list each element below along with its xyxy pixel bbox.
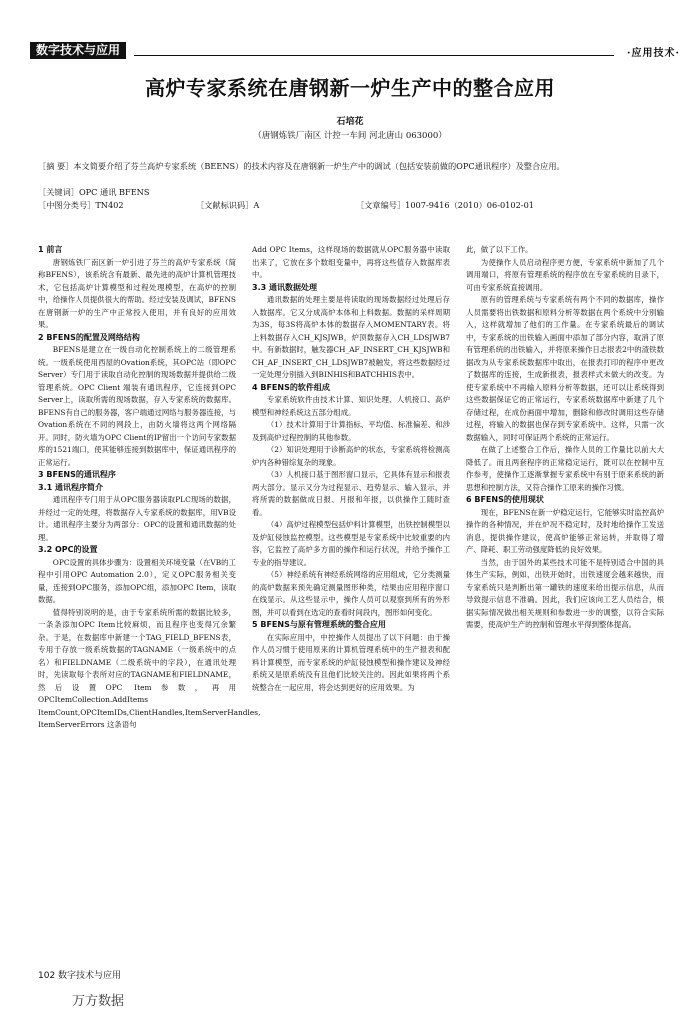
paragraph: 现在，BFENS在新一炉稳定运行，它能够实时监控高炉操作的各种情况，并在炉况不稳定时，及时地给操作工发送消息，提供操作建议，使高炉能够正常运转，并取得了增产、降耗、职工劳动强度降低的良好效果。	[466, 507, 664, 554]
paragraph: 值得特别说明的是，由于专家系统所需的数据比较多，一条条添加OPC Item比较麻烦，而且程序也变得冗余繁杂。于是，在数据库中新建一个TAG_FIELD_BFENS表，专用于存放一级系统数据的TAGNAME（一级系统中的点名）和FIELDNAME（二级系统中的字段），在通讯处理时，先读取每个表所对应的TAGNAME和FIELDNAME，然后设置OPC Item参数，再用OPCItemCollection.AddItems ItemCount,OPCItemIDs,ClientHandles,ItemServerHandles, ItemServerErrors 这条语句	[38, 607, 261, 729]
paragraph: （5）神经系统有神经系统网络的应用组成，它分类测量的高炉数据来预先确定测量图形种类，结果由应用程序窗口在线显示。从这些显示中，操作人员可以观察到所有的外形图，并可以看到在选定的查看时间段内，图形如何变化。	[252, 570, 450, 617]
paragraph: （1）技术计算用于计算指标、平均值、标准偏差、和涉及到高炉过程控制的其他参数。	[252, 420, 450, 442]
section-heading: 2 BFENS的配置及网络结构	[38, 332, 140, 342]
section-label: ·应用技术·	[627, 48, 680, 59]
section-heading: 3 BFENS的通讯程序	[38, 470, 116, 479]
article-number: ［文章编号］1007-9416（2010）06-0102-01	[356, 200, 534, 210]
section-heading: 1 前言	[38, 245, 63, 254]
abstract: ［摘 要］本文简要介绍了芬兰高炉专家系统（BEENS）的技术内容及在唐钢新一炉生产中的调试（包括安装前做的OPC通讯程序）及整合应用。	[38, 161, 565, 171]
column-1	[38, 244, 261, 914]
section-heading: 4 BFENS的软件组成	[252, 382, 330, 392]
paragraph: 专家系统软件由技术计算、知识处理、人机接口、高炉模型和神经系统这五部分组成。	[252, 395, 450, 417]
clc-number: ［中图分类号］TN402	[38, 200, 124, 210]
journal-name-badge: 数字技术与应用	[30, 42, 126, 59]
running-header	[14, 42, 680, 60]
article-title: 高炉专家系统在唐钢新一炉生产中的整合应用	[145, 76, 555, 100]
affiliation: （唐钢炼铁厂南区 计控一车间 河北唐山 063000）	[253, 131, 447, 141]
keywords: ［关键词］OPC 通讯 BFENS	[38, 187, 150, 197]
paragraph: 在实际应用中，中控操作人员提出了以下问题：由于操作人员习惯于使用原来的计算机管理系统中的生产报表和配料计算模型，而专家系统的炉缸侵蚀模型和操作建议及神经系统又是原系统没有且他们比较关注的。因此如果将两个系统整合在一起应用，将会达到更好的应用效果。为	[252, 632, 450, 692]
column-3	[466, 244, 664, 914]
section-heading: 6 BFENS的使用现状	[466, 495, 544, 504]
paragraph: Add OPC Items，这样现场的数据就从OPC服务器中读取出来了，它放在多个数组变量中，再将这些值存入数据库表中。	[252, 245, 450, 279]
paragraph: 通讯程序专门用于从OPC服务器读取PLC现场的数据，并经过一定的处理，将数据存入专家系统的数据库，用VB设计。通讯程序主要分为两部分：OPC的设置和通讯数据的处理。	[38, 495, 236, 542]
paragraph: （2）知识处理用于诊断高炉的状态，专家系统将检测高炉内各种错综复杂的现象。	[252, 445, 450, 467]
page-footer: 102 数字技术与应用	[38, 971, 122, 981]
document-code: ［文献标识码］A	[196, 200, 260, 210]
paragraph: 此，做了以下工作。	[466, 245, 533, 254]
author: 石培花	[336, 117, 364, 127]
subsection-heading: 3.3 通讯数据处理	[252, 282, 317, 292]
header-rule	[134, 55, 614, 56]
paragraph: 当然，由于国外的某些技术可能不是特别适合中国的具体生产实际，例如，出铁开始时，出铁速度会越来越快，而专家系统只是判断出第一罐铁的速度来给出提示信息，从而导致提示信息不准确。因此，我们应该向工艺人员结合，根据实际情况做出相关规则和参数进一步的调整，以符合实际需要，使高炉生产的控制和管理水平得到整体提高。	[466, 557, 664, 629]
watermark: 万方数据	[72, 994, 125, 1009]
paragraph: OPC设置的具体步骤为：设置相关环境变量（在VB的工程中引用OPC Automation 2.0），定义OPC服务相关变量，连接到OPC服务，添加OPC组，添加OPC Item，读取数据。	[38, 557, 236, 604]
subsection-heading: 3.2 OPC的设置	[38, 545, 98, 554]
paragraph: （3）人机接口基于图形窗口显示，它具体有显示和报表两大部分。显示又分为过程显示、趋势显示、输入显示，并将所需的数据做成日报、月报和年报，以供操作工随时查看。	[252, 470, 450, 517]
paragraph: BFENS是建立在一级自动化控制系统上的二级管理系统。一级系统使用西屋的Ovation系统，其OPC站（即OPC Server）专门用于读取自动化控制的现场数据并提供给二级管理系统。OPC Client 端装有通讯程序，它连接到OPC Server上，读取所需的现场数据，存入专家系统的数据库。BFENS有自己的服务器，客户端通过网络与服务器连接，与Ovation系统在不同的网段上，由防火墙将这两个网络隔开。同时，防火墙为OPC Client的IP留出一个访问专家数据库的1521端口，使其能够连接到数据库中，保证通讯程序的正常运行。	[38, 345, 236, 467]
paragraph: 为使操作人员启动程序更方便，专家系统中新加了几个调用端口，将原有管理系统的程序放在专家系统的目录下，可由专家系统直接调用。	[466, 257, 664, 292]
paragraph: 通讯数据的处理主要是将读取的现场数据经过处理后存入数据库。它又分成高炉本体和上料数据。数据的采样周期为3S，每3S将高炉本体的数据存入MOMENTARY表。将上料数据存入CH_KJSJWB，炉顶数据存入CH_LDSJWB7中。有新数据时，触发器CH_AF_INSERT_CH_KJSJWB和CH_AF_INSERT_CH_LDSJWB7被触发，将这些数据经过一定处理分别插入到BINHIS和BATCHHIS表中。	[252, 295, 450, 379]
paragraph: （4）高炉过程模型包括炉料计算模型，出铁控制模型以及炉缸侵蚀监控模型。这些模型是专家系统中比较重要的内容，它监控了高炉多方面的操作和运行状况，并给予操作工专业的指导建议。	[252, 520, 450, 567]
paragraph: 原有的管理系统与专家系统有两个不同的数据库，操作人员需要将出铁数据和原料分析等数据在两个系统中分别输入，这样就增加了他们的工作量。在专家系统最后的调试中，专家系统的出铁输入画面中添加了部分内容，取消了原有管理系统的出铁输入，并将原来操作日志报表2中的渣铁数据改为从专家系统数据库中取出，在报表打印的程序中更改了数据库的连接，生成新报表，报表样式未做大的改变。为使专家系统中不再输入原料分析等数据，还可以让系统得到这些数据保证它的正常运行，专家系统数据库中新建了几个存储过程，在成份画面中增加，删除和修改时调用这些存储过程，将输入的数据也保存到专家系统中。这样，只需一次数据输入，同时可保证两个系统的正常运行。	[466, 295, 664, 442]
subsection-heading: 3.1 通讯程序简介	[38, 482, 103, 492]
column-2	[252, 244, 450, 914]
section-heading: 5 BFENS与原有管理系统的整合应用	[252, 620, 386, 629]
paragraph: 在做了上述整合工作后，操作人员的工作量比以前大大降低了。而且两套程序的正常稳定运行，既可以在控制中互作参考，使操作工逐渐掌握专家系统中有别于原来系统的新思想和控制方法，又符合操作工原来的操作习惯。	[466, 445, 664, 492]
paragraph: 唐钢炼铁厂南区新一炉引进了芬兰的高炉专家系统（简称BFENS），该系统含有最新、最先进的高炉计算机管理技术，它包括高炉计算模型和过程处理模型，在高炉的控制中，给操作人员提供很大的帮助。经过安装及调试，BFENS在唐钢新一炉的生产中正常投入使用，并有良好的应用效果。	[38, 257, 236, 329]
